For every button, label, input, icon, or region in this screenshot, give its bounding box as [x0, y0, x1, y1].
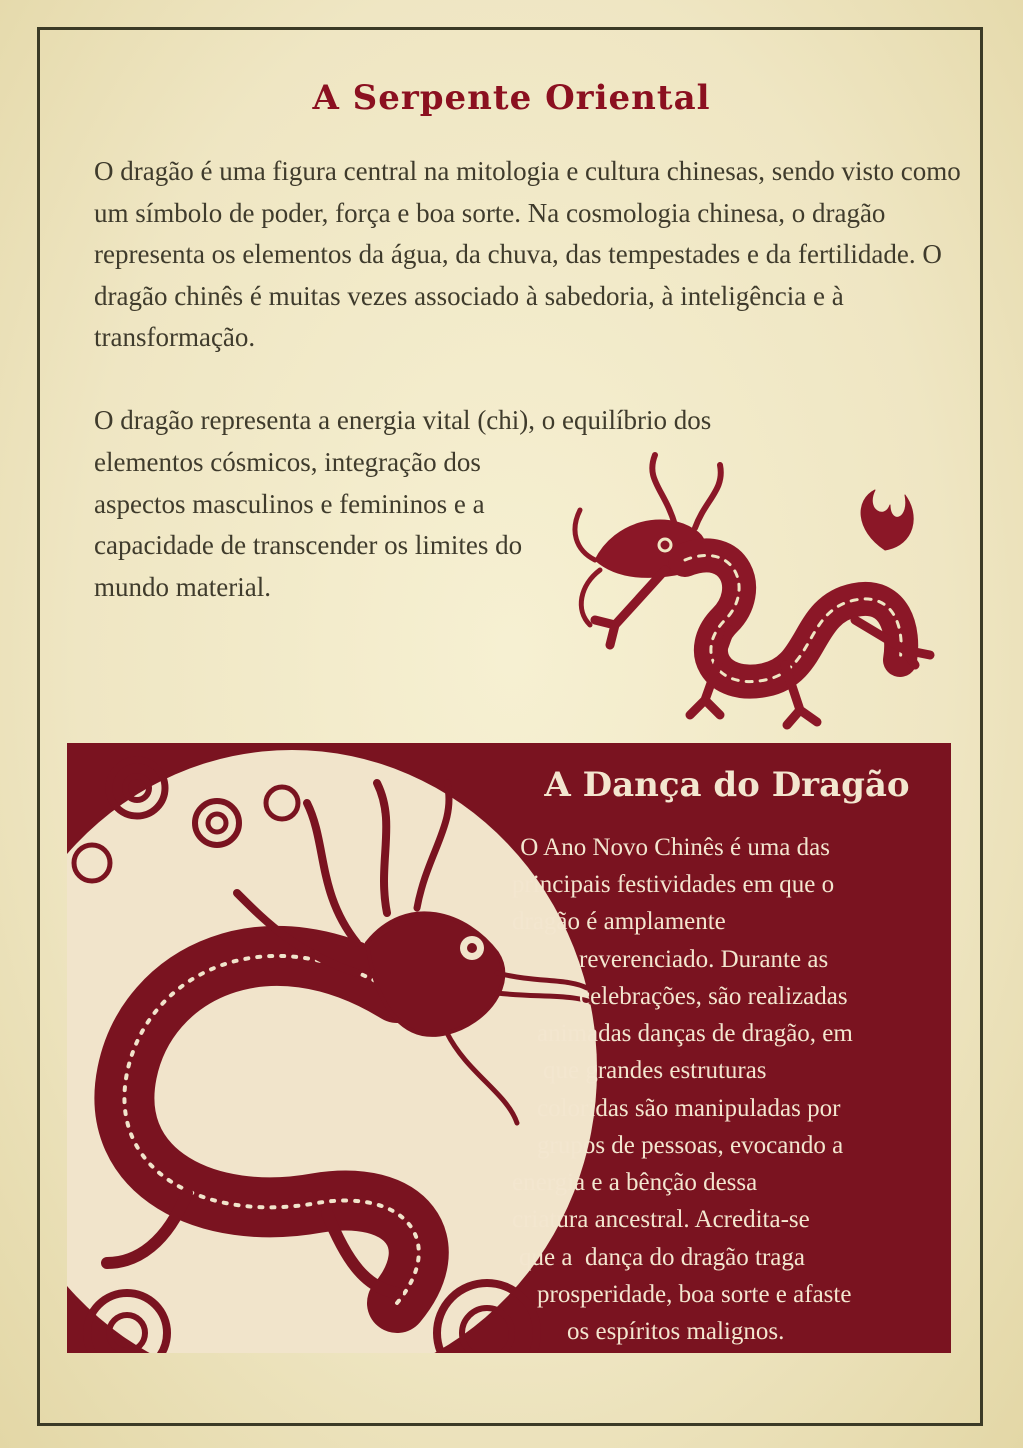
- panel-text-line: principais festividades em que o: [512, 871, 835, 898]
- section-title-danca: A Dança do Dragão: [544, 765, 910, 805]
- panel-text-line: animadas danças de dragão, em: [537, 1020, 853, 1047]
- dragon-dance-panel: [67, 743, 951, 1353]
- panel-text-line: grupos de pessoas, evocando a: [537, 1132, 844, 1159]
- paragraph-chi-line: O dragão representa a energia vital (chi), o equilíbrio dos: [94, 405, 712, 435]
- panel-text-line: celebrações, são realizadas: [579, 983, 848, 1010]
- panel-text-line: que grandes estruturas: [543, 1057, 767, 1084]
- panel-text-line: os espíritos malignos.: [567, 1318, 785, 1345]
- intro-paragraph: O dragão é uma figura central na mitologia e cultura chinesas, sendo visto como um símbolo de poder, força e boa sorte. Na cosmologia chinesa, o dragão representa os elementos da água, da chuva, das tempestades e da fertilidade. O dragão chinês é muitas vezes associado à sabedoria, à inteligência e à transformação.: [94, 156, 961, 352]
- panel-text-line: dragão é amplamente: [512, 908, 726, 935]
- panel-text-line: criatura ancestral. Acredita-se: [512, 1206, 810, 1233]
- panel-text-line: prosperidade, boa sorte e afaste: [537, 1281, 852, 1308]
- dragon-illustration: [555, 450, 960, 735]
- panel-text-line: coloridas são manipuladas por: [537, 1095, 841, 1122]
- panel-text-line: reverenciado. Durante as: [579, 946, 829, 973]
- panel-text-line: energia e a bênção dessa: [512, 1169, 758, 1196]
- section-title-serpente: A Serpente Oriental: [312, 78, 711, 118]
- panel-text-line: O Ano Novo Chinês é uma das: [514, 834, 830, 861]
- paragraph-chi-rest: elementos cósmicos, integração dos aspectos masculinos e femininos e a capacidade de transcender os limites do mundo material.: [94, 447, 523, 602]
- panel-text-line: que a dança do dragão traga: [519, 1244, 805, 1271]
